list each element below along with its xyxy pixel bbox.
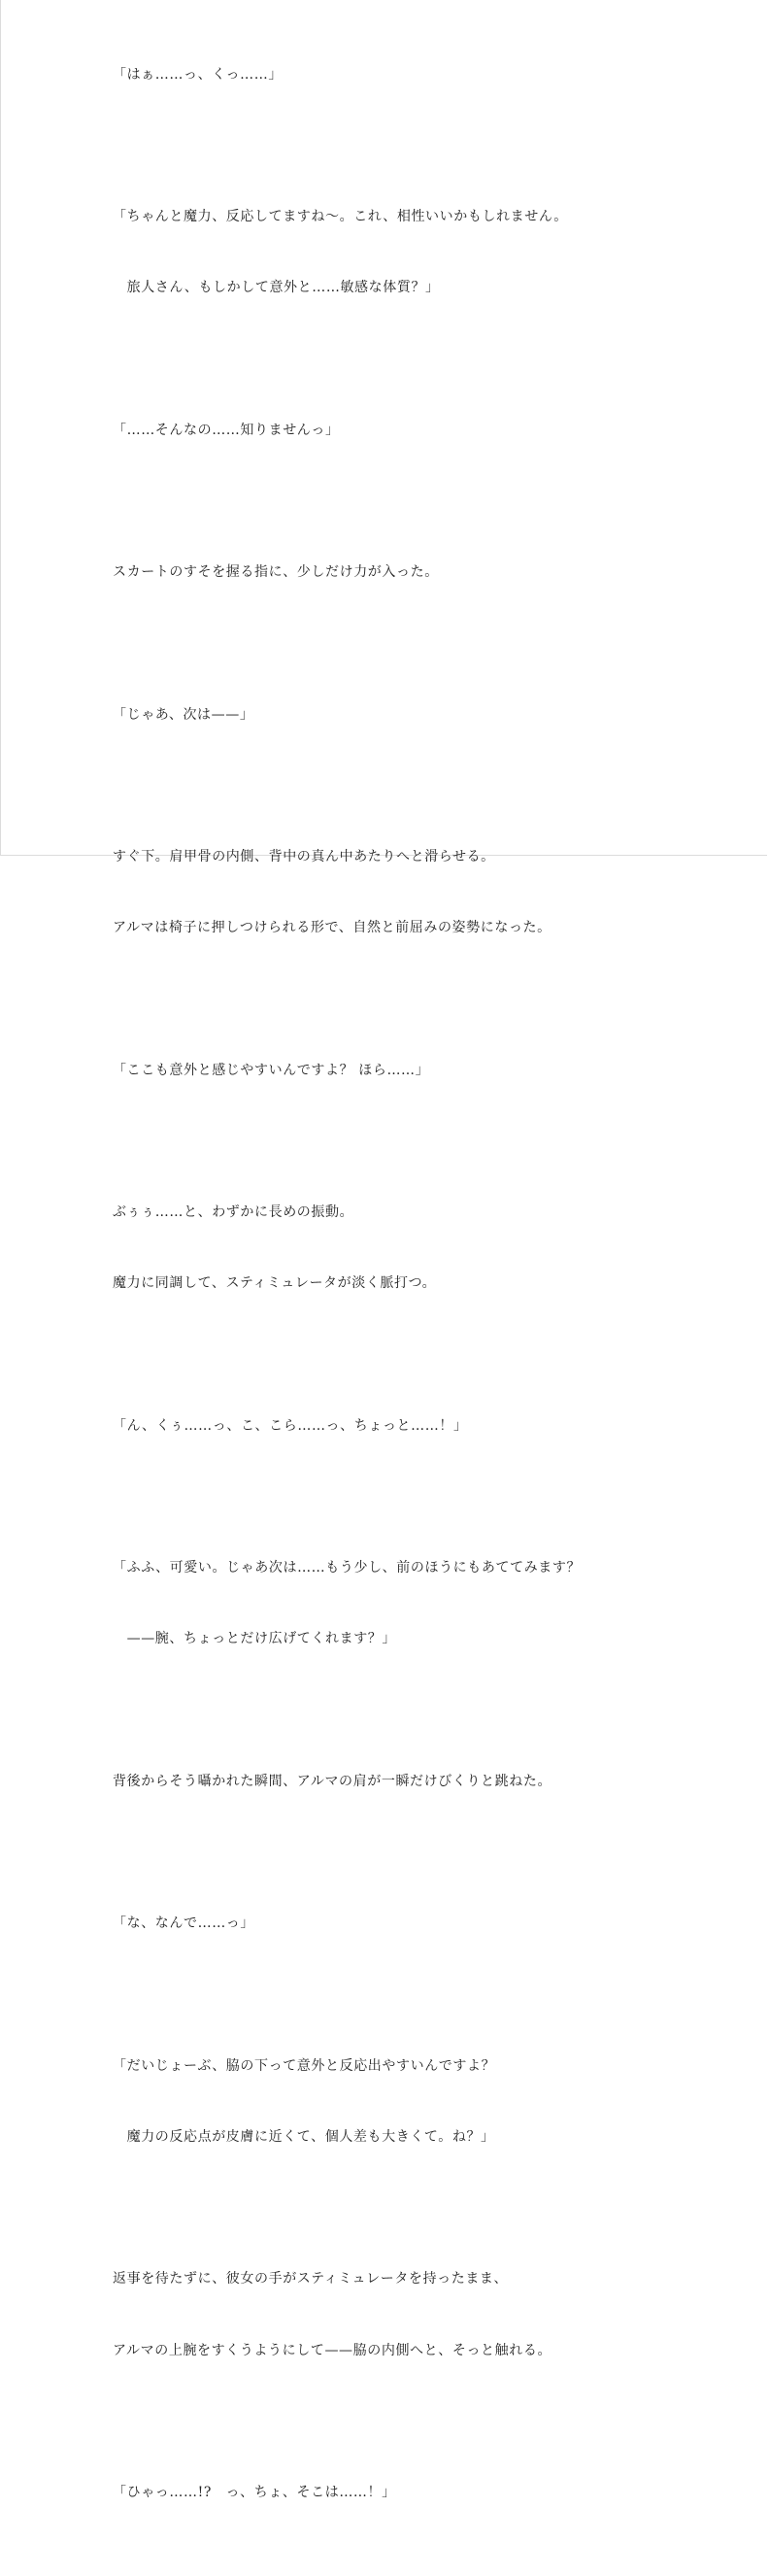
text-line: 魔力に同調して、スティミュレータが淡く脈打つ。	[113, 1275, 437, 1292]
text-line: 「じゃあ、次は——」	[113, 706, 254, 723]
paragraph	[113, 2433, 753, 2552]
text-line: 旅人さん、もしかして意外と……敏感な体質？」	[113, 280, 440, 296]
text-line: 「な、なんで……っ」	[113, 1915, 254, 1932]
story-text	[113, 16, 753, 2576]
text-line: ——腕、ちょっとだけ広げてくれます？」	[113, 1631, 396, 1647]
text-line: アルマの上腕をすくうようにして——脇の内側へと、そっと触れる。	[113, 2342, 552, 2358]
paragraph	[113, 1508, 753, 1698]
text-line: 魔力の反応点が皮膚に近くて、個人差も大きくて。ね？」	[113, 2128, 495, 2145]
text-line: 「ここも意外と感じやすいんですよ？ ほら……」	[113, 1062, 430, 1078]
paragraph	[113, 371, 753, 490]
paragraph	[113, 2007, 753, 2196]
text-line: スカートのすそを握る指に、少しだけ力が入った。	[113, 564, 439, 581]
paragraph	[113, 1367, 753, 1485]
text-line: 「だいじょーぶ、脇の下って意外と反応出やすいんですよ？	[113, 2057, 496, 2074]
paragraph	[113, 1722, 753, 1841]
paragraph	[113, 513, 753, 631]
text-line: 「はぁ……っ、くっ……」	[113, 66, 283, 83]
text-line: すぐ下。肩甲骨の内側、背中の真ん中あたりへと滑らせる。	[113, 849, 495, 865]
text-line: 「……そんなの……知りませんっ」	[113, 422, 340, 438]
text-line: 「ふふ、可愛い。じゃあ次は……もう少し、前のほうにもあててみます？	[113, 1560, 582, 1576]
paragraph	[113, 656, 753, 774]
paragraph	[113, 2220, 753, 2410]
text-line: 背後からそう囁かれた瞬間、アルマの肩が一瞬だけびくりと跳ねた。	[113, 1773, 552, 1789]
paragraph	[113, 1011, 753, 1130]
paragraph	[113, 797, 753, 987]
text-line: 返事を待たずに、彼女の手がスティミュレータを持ったまま、	[113, 2271, 509, 2288]
text-line: アルマは椅子に押しつけられる形で、自然と前屈みの姿勢になった。	[113, 920, 552, 936]
paragraph	[113, 1153, 753, 1342]
paragraph	[113, 16, 753, 134]
text-line: 「ひゃっ……!? っ、ちょ、そこは……！」	[113, 2485, 396, 2501]
text-line: 「ん、くぅ……っ、こ、こら……っ、ちょっと……！」	[113, 1417, 468, 1434]
paragraph	[113, 1865, 753, 1983]
paragraph	[113, 157, 753, 347]
text-line: 「ちゃんと魔力、反応してますね～。これ、相性いいかもしれません。	[113, 209, 568, 225]
text-line: ぶぅぅ……と、わずかに長めの振動。	[113, 1204, 354, 1221]
